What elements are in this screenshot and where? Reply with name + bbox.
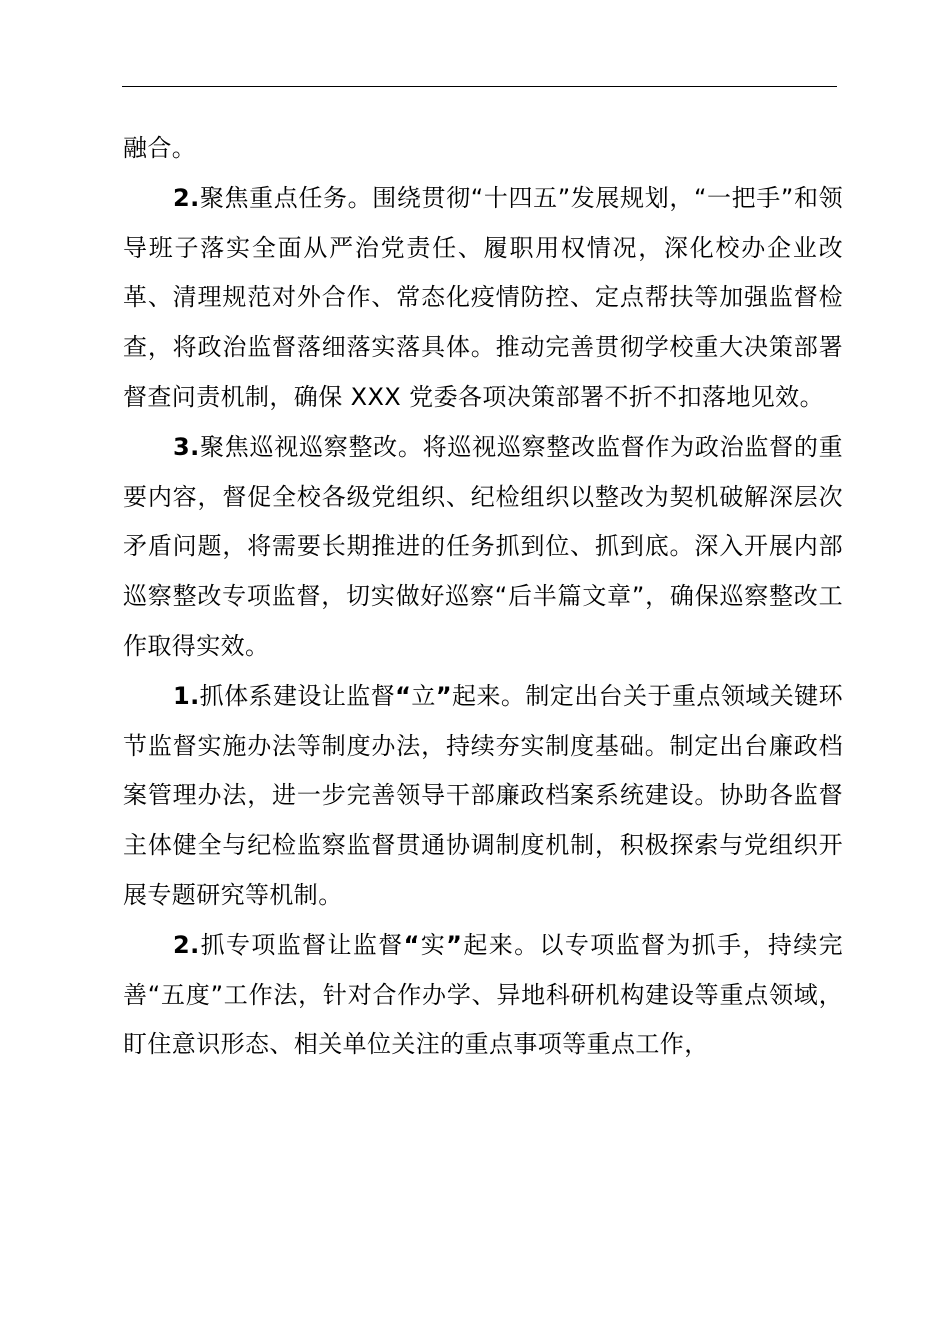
quote-close: ”	[446, 930, 463, 959]
quote-open: “	[403, 930, 420, 959]
paragraph-text: 起来。以专项监督为抓手，持续完善“五度”工作法，针对合作办学、异地科研机构建设等重点领域，盯住意识形态、相关单位关注的重点事项等重点工作，	[123, 930, 844, 1059]
header-rule	[122, 86, 837, 87]
paragraph-lead: 抓体系建设让监督	[199, 681, 396, 710]
item-number: 2.	[173, 930, 200, 959]
paragraph-focus-key-tasks	[123, 174, 843, 423]
paragraph-special-supervision	[123, 921, 843, 1070]
paragraph-text: 聚焦重点任务。围绕贯彻“十四五”发展规划，“一把手”和领导班子落实全面从严治党责任、履职用权情况，深化校办企业改革、清理规范对外合作、常态化疫情防控、定点帮扶等加强监督检查，将政治监督落细落实落具体。推动完善贯彻学校重大决策部署督查问责机制，确保 XXX 党委各项决策部署不折不扣落地见效。	[123, 183, 843, 411]
quote-close: ”	[435, 681, 453, 710]
item-number: 1.	[173, 681, 200, 710]
document-body	[123, 124, 843, 1070]
quote-open: “	[395, 681, 412, 710]
paragraph-system-building	[123, 672, 843, 921]
item-number: 3.	[173, 432, 200, 461]
paragraph-text: 聚焦巡视巡察整改。将巡视巡察整改监督作为政治监督的重要内容，督促全校各级党组织、纪检组织以整改为契机破解深层次矛盾问题，将需要长期推进的任务抓到位、抓到底。深入开展内部巡察整改专项监督，切实做好巡察“后半篇文章”，确保巡察整改工作取得实效。	[123, 432, 843, 660]
item-number: 2.	[173, 183, 200, 212]
quoted-word: 实	[419, 930, 447, 959]
paragraph-text: 起来。制定出台关于重点领域关键环节监督实施办法等制度办法，持续夯实制度基础。制定出台廉政档案管理办法，进一步完善领导干部廉政档案系统建设。协助各监督主体健全与纪检监察监督贯通协调制度机制，积极探索与党组织开展专题研究等机制。	[123, 681, 843, 909]
quoted-word: 立	[411, 681, 436, 710]
paragraph-lead: 抓专项监督让监督	[199, 930, 404, 959]
paragraph-focus-inspection-rectification	[123, 423, 843, 672]
paragraph-continuation: 融合。	[123, 134, 197, 162]
